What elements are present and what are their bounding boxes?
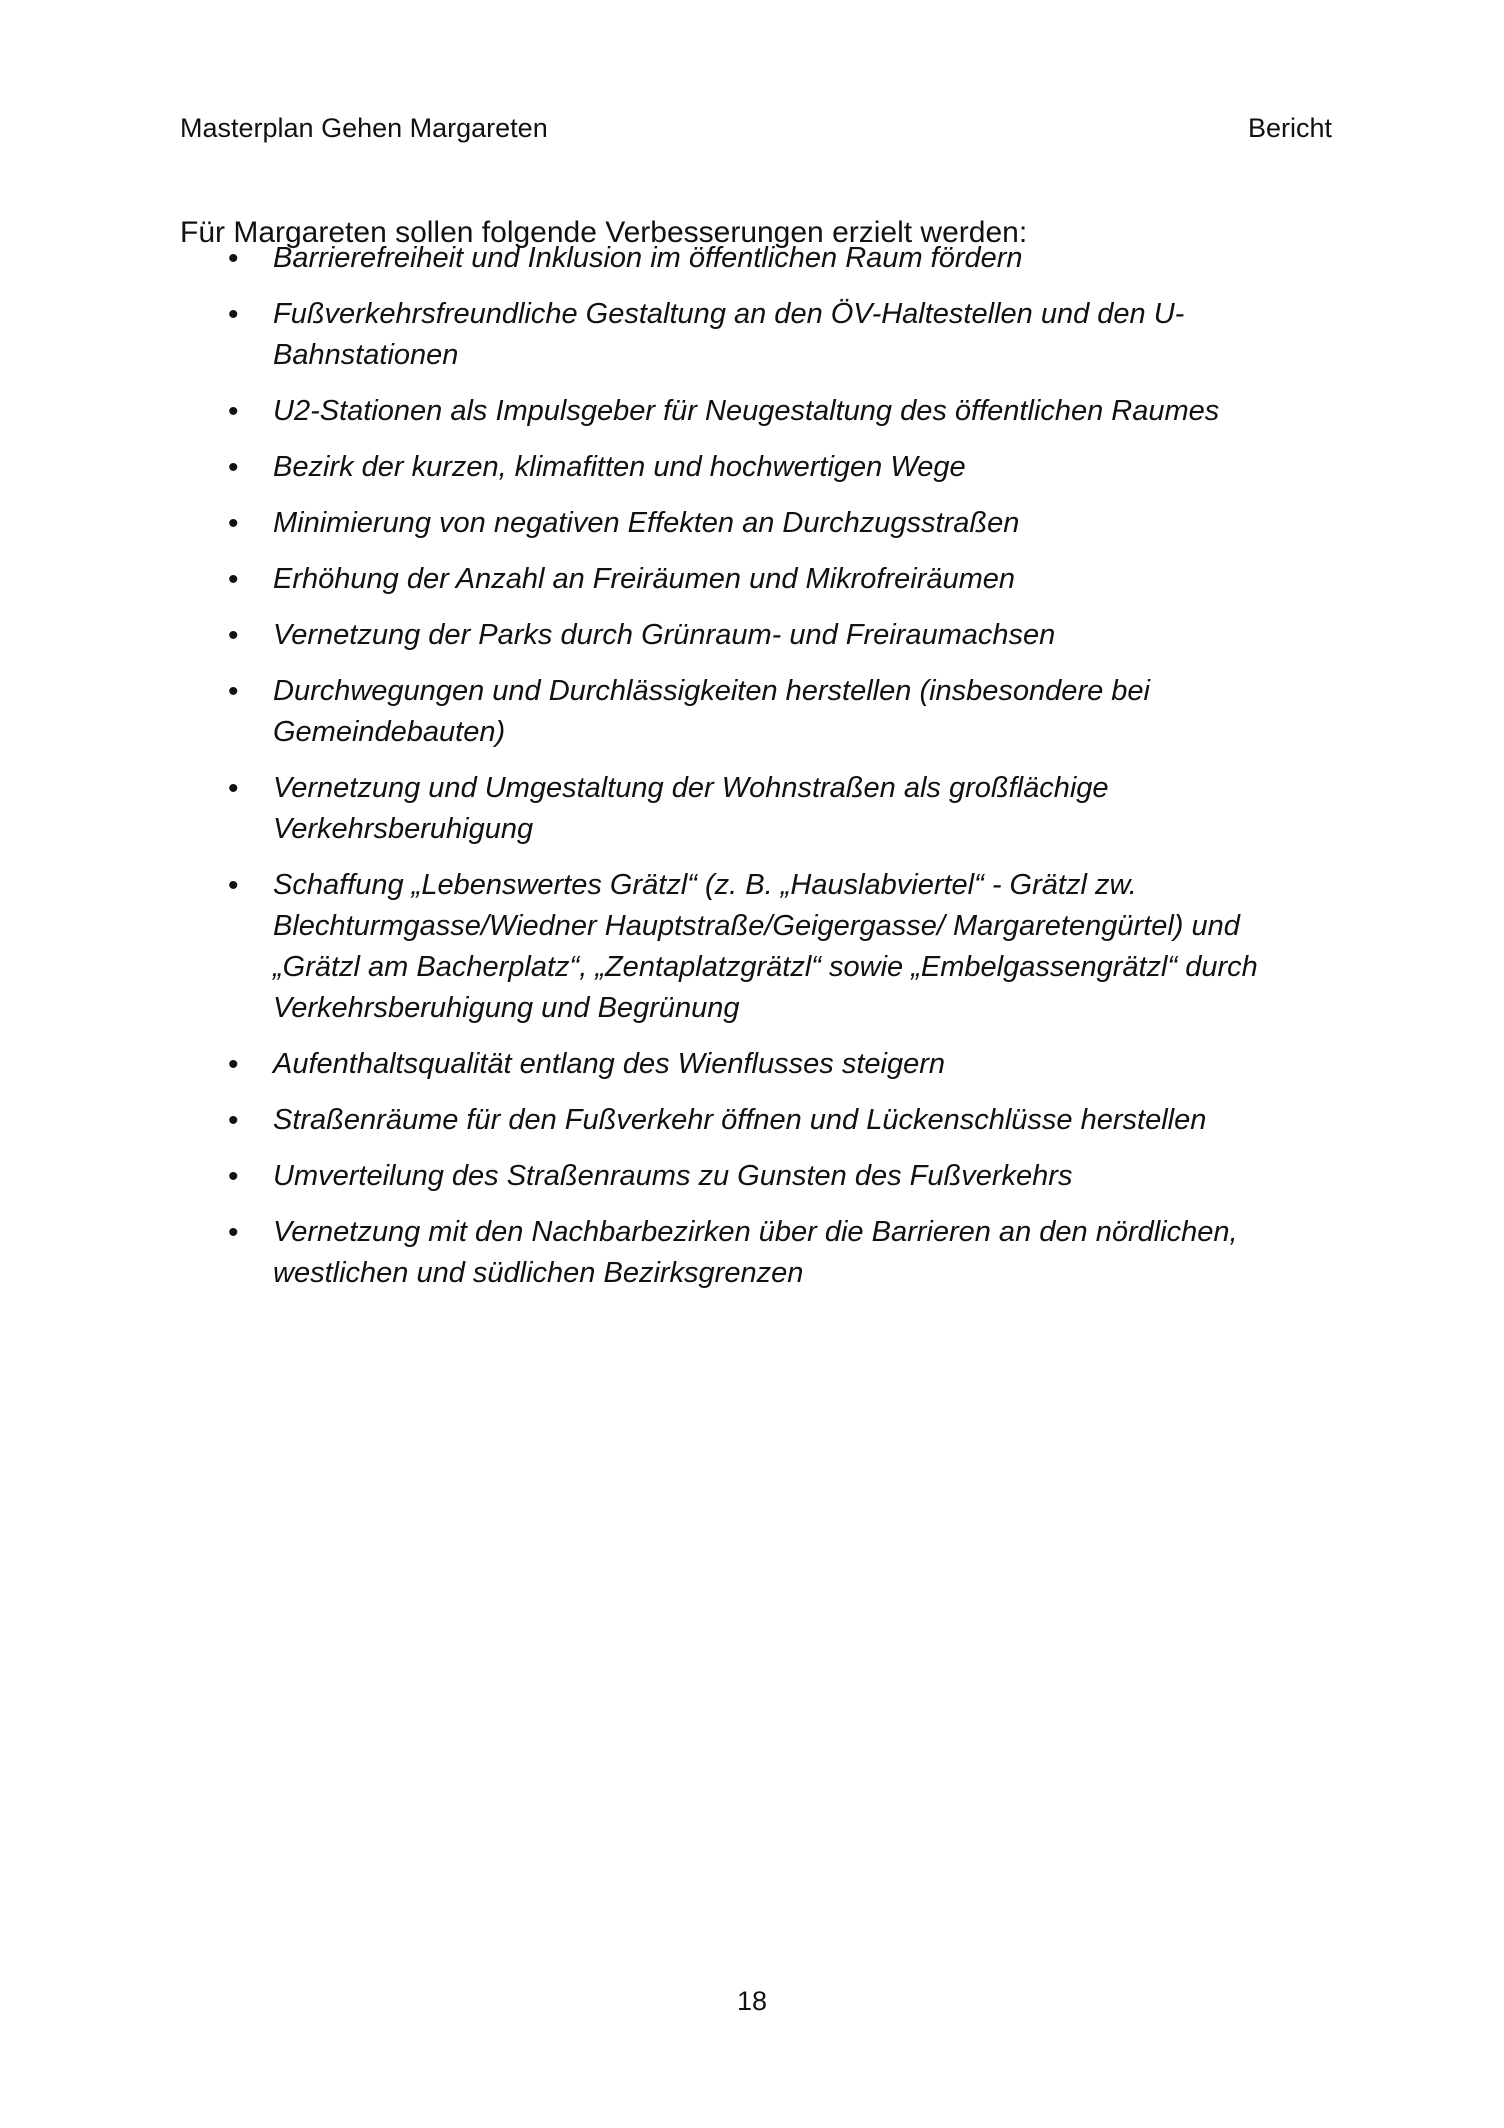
list-item-text: Bezirk der kurzen, klimafitten und hochwertigen Wege — [273, 451, 966, 483]
bullet-icon: • — [228, 507, 239, 540]
bullet-icon: • — [228, 772, 239, 805]
list-item — [0, 768, 1504, 850]
improvement-list — [0, 238, 1504, 1309]
list-item — [0, 1156, 1504, 1197]
bullet-icon: • — [228, 675, 239, 708]
bullet-icon: • — [228, 869, 239, 902]
list-item-text: Vernetzung mit den Nachbarbezirken über die Barrieren an den nördlichen, westlichen und südlichen Bezirksgrenzen — [273, 1216, 1238, 1289]
bullet-icon: • — [228, 1216, 239, 1249]
document-title: Masterplan Gehen Margareten — [180, 113, 548, 143]
bullet-icon: • — [228, 1104, 239, 1137]
bullet-icon: • — [228, 451, 239, 484]
bullet-icon: • — [228, 298, 239, 331]
list-item-text: Straßenräume für den Fußverkehr öffnen und Lückenschlüsse herstellen — [273, 1104, 1207, 1136]
bullet-icon: • — [228, 563, 239, 596]
intro-paragraph: Für Margareten sollen folgende Verbesserungen erzielt werden: — [180, 216, 1028, 249]
page-header — [180, 110, 1332, 146]
list-item-text: Umverteilung des Straßenraums zu Gunsten des Fußverkehrs — [273, 1160, 1073, 1192]
bullet-icon: • — [228, 1160, 239, 1193]
list-item — [0, 559, 1504, 600]
list-item-text: Barrierefreiheit und Inklusion im öffentlichen Raum fördern — [273, 242, 1023, 274]
section-label: Bericht — [1247, 113, 1332, 143]
list-item-text: Fußverkehrsfreundliche Gestaltung an den ÖV-Haltestellen und den U- Bahnstationen — [273, 298, 1185, 371]
list-item — [0, 391, 1504, 432]
list-item — [0, 1044, 1504, 1085]
list-item-text: Erhöhung der Anzahl an Freiräumen und Mikrofreiräumen — [273, 563, 1016, 595]
list-item-text: Vernetzung der Parks durch Grünraum- und Freiraumachsen — [273, 619, 1056, 651]
list-item — [0, 447, 1504, 488]
list-item — [0, 1212, 1504, 1294]
list-item — [0, 503, 1504, 544]
list-item-text: Minimierung von negativen Effekten an Durchzugsstraßen — [273, 507, 1020, 539]
bullet-icon: • — [228, 242, 239, 275]
list-item — [0, 671, 1504, 753]
list-item — [0, 1100, 1504, 1141]
bullet-icon: • — [228, 1048, 239, 1081]
page-number: 18 — [736, 1986, 768, 2016]
list-item — [0, 865, 1504, 1029]
list-item-text: Vernetzung und Umgestaltung der Wohnstraßen als großflächige Verkehrsberuhigung — [273, 772, 1109, 845]
bullet-icon: • — [228, 395, 239, 428]
list-item — [0, 294, 1504, 376]
list-item-text: Aufenthaltsqualität entlang des Wienflusses steigern — [273, 1048, 945, 1080]
list-item — [0, 615, 1504, 656]
list-item-text: Schaffung „Lebenswertes Grätzl“ (z. B. „Hauslabviertel“ - Grätzl zw. Blechturmgasse/Wiedner Hauptstraße/Geigergasse/ Margaretengürtel) und „Grätzl am Bacherplatz“, „Zentaplatzgrätzl“ sowie „Embelgassengrätzl“ durch Verkehrsberuhigung und Begrünung — [273, 869, 1258, 1024]
bullet-icon: • — [228, 619, 239, 652]
list-item — [0, 238, 1504, 279]
list-item-text: U2-Stationen als Impulsgeber für Neugestaltung des öffentlichen Raumes — [273, 395, 1220, 427]
list-item-text: Durchwegungen und Durchlässigkeiten herstellen (insbesondere bei Gemeindebauten) — [273, 675, 1150, 748]
